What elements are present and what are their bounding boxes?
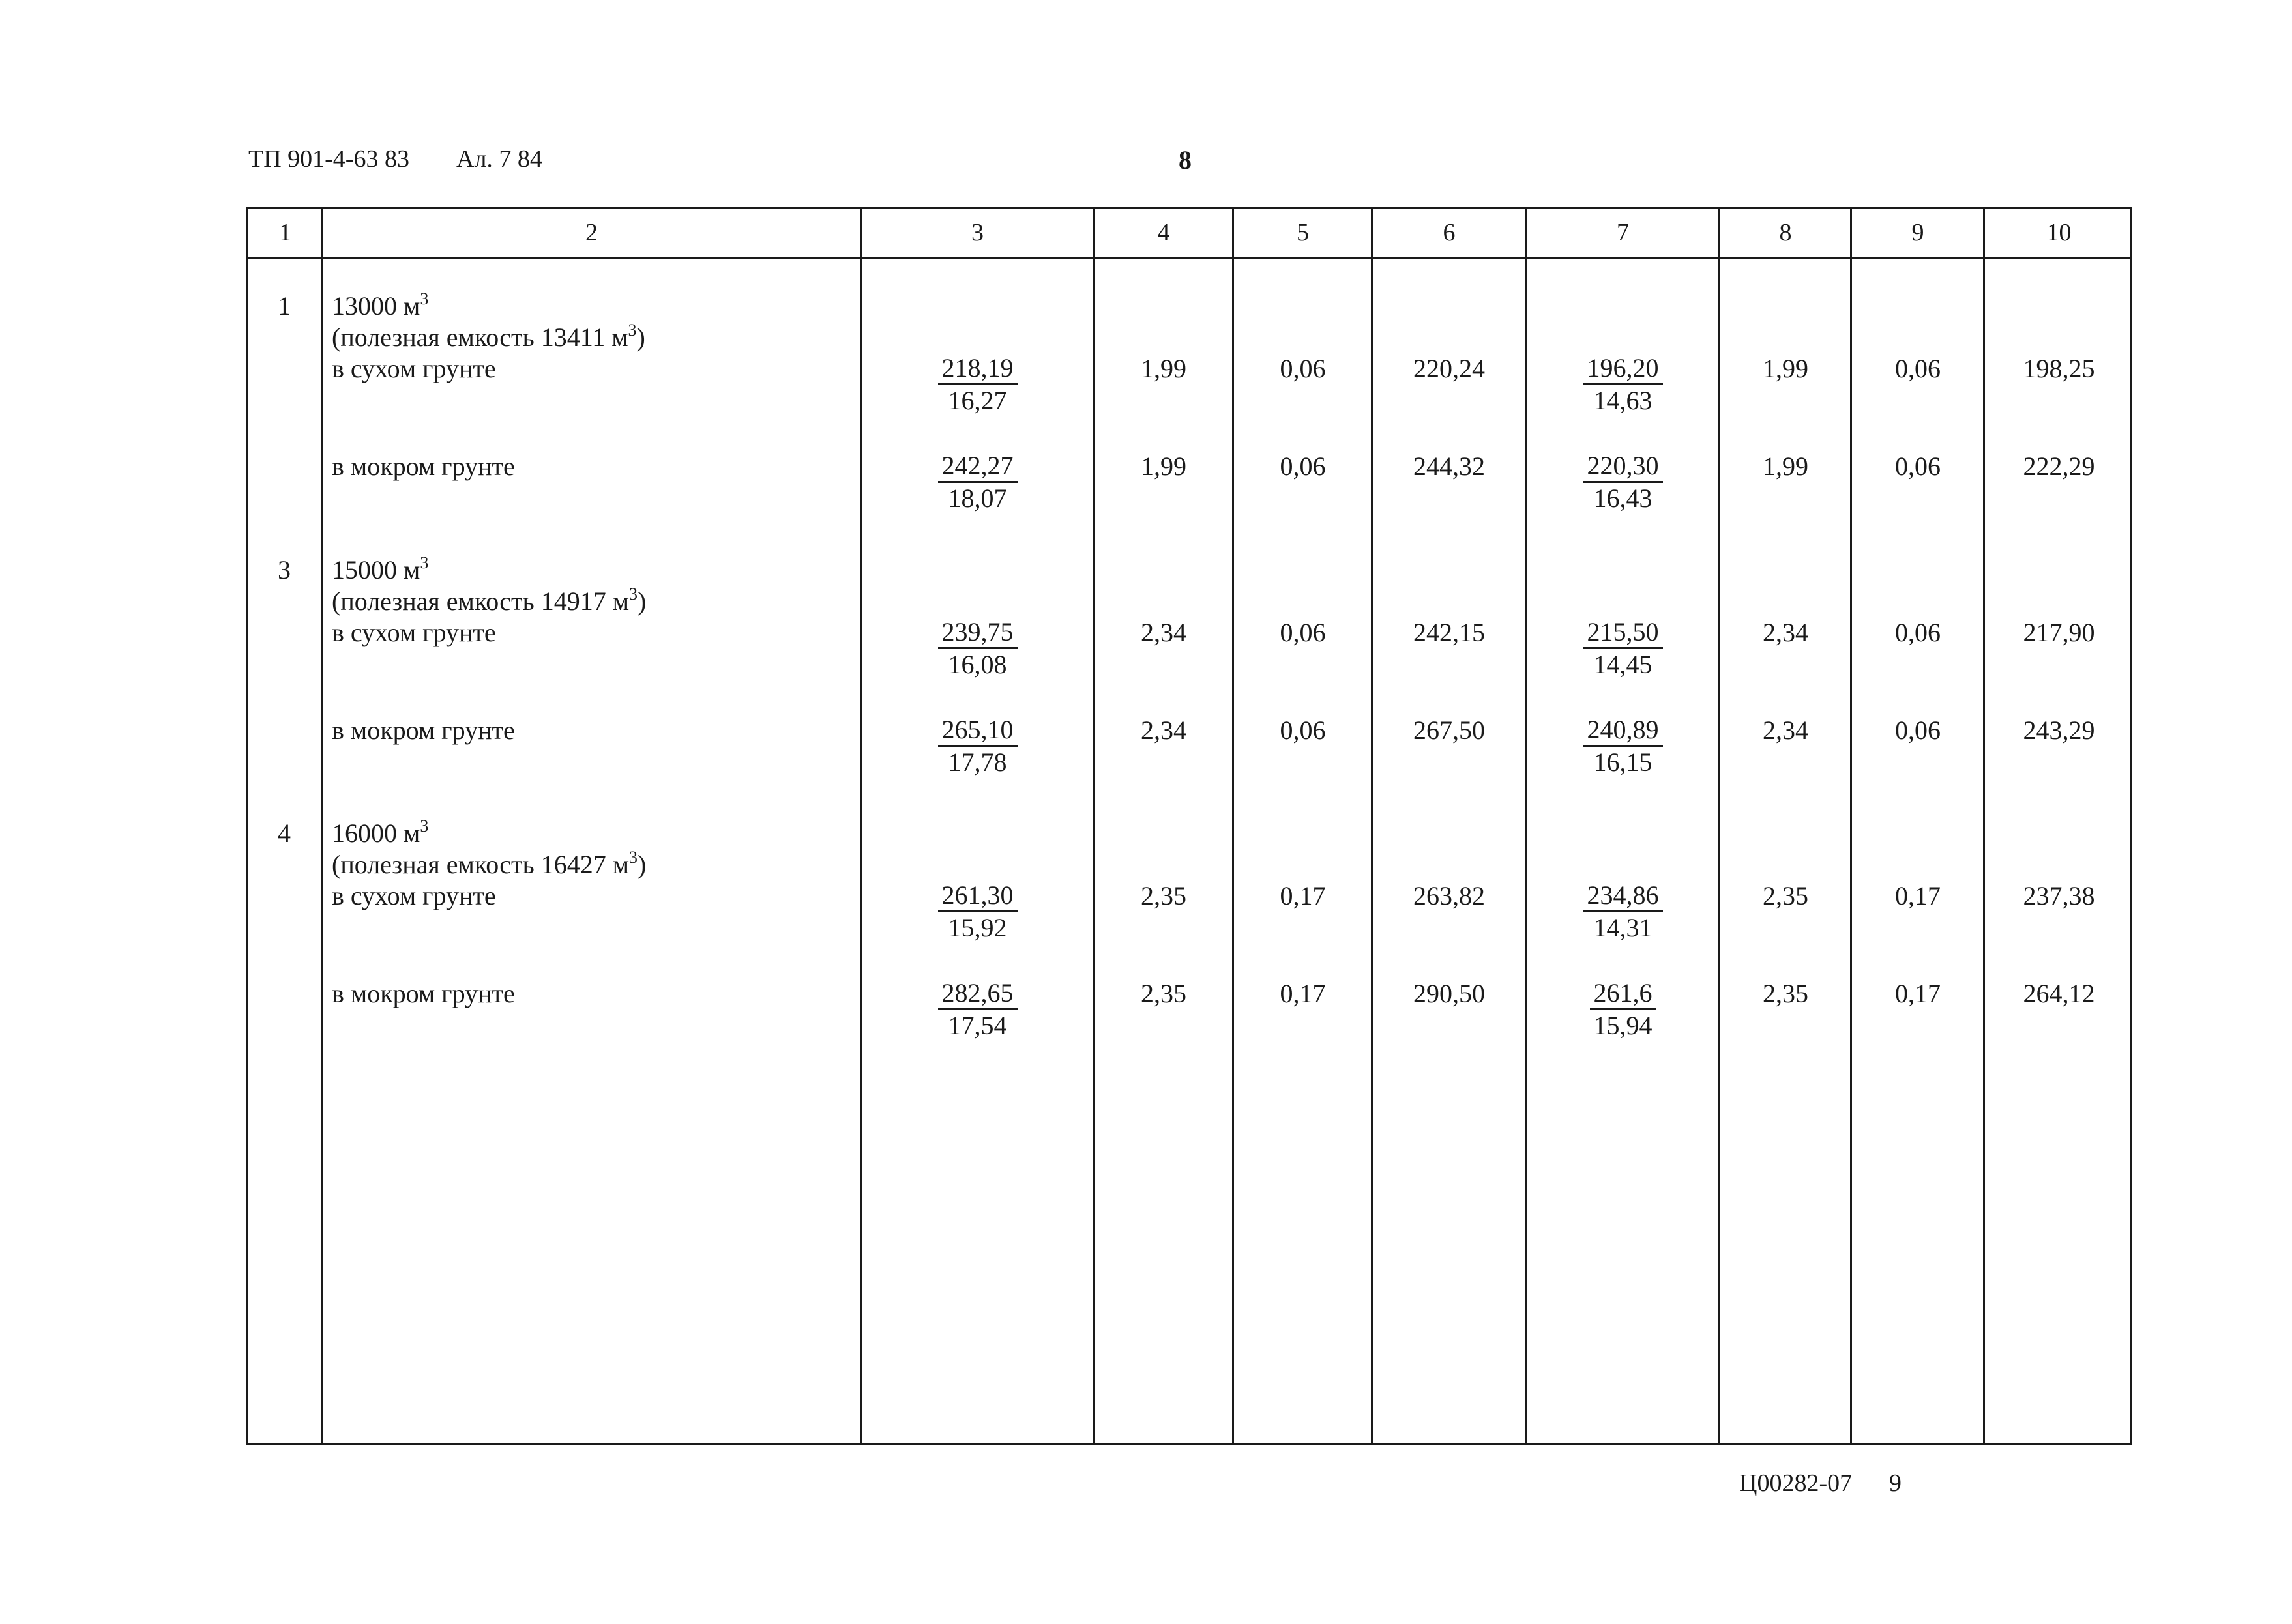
fraction-numerator: 215,50 [1583,617,1663,649]
useful-capacity-text: (полезная емкость 14917 м [332,587,630,616]
fraction [938,451,1018,514]
cell-col-5: 0,06 [1280,716,1326,745]
cell-col-3 [861,880,1094,944]
column-header: 7 [1617,219,1629,246]
cell-col-9: 0,17 [1895,979,1941,1008]
tank-volume-text: 15000 м [332,555,420,585]
cell-col-7 [1526,353,1720,416]
cell-col-4: 1,99 [1141,354,1186,383]
cell-col-3 [861,617,1094,680]
soil-condition-label: в сухом грунте [332,354,496,383]
header-separator [248,257,2130,259]
useful-capacity-text: (полезная емкость 16427 м [332,850,630,879]
fraction-numerator: 218,19 [938,353,1018,385]
soil-condition-label: в сухом грунте [332,618,496,647]
fraction-denominator: 18,07 [948,484,1007,513]
tank-volume-unit-exponent: 3 [420,817,429,835]
useful-capacity [332,849,646,880]
cell-col-10: 243,29 [2023,716,2095,745]
fraction [1583,617,1663,680]
page-number: 8 [1179,145,1192,175]
cell-col-3 [861,715,1094,778]
fraction-denominator: 14,31 [1593,913,1653,942]
column-header: 1 [279,219,291,246]
fraction-denominator: 16,08 [948,650,1007,679]
cell-col-3 [861,451,1094,514]
useful-capacity-close: ) [636,323,645,352]
column-header: 4 [1157,219,1170,246]
fraction-denominator: 15,92 [948,913,1007,942]
fraction-numerator: 261,30 [938,880,1018,912]
column-header: 2 [585,219,598,246]
fraction-denominator: 16,27 [948,386,1007,415]
cell-col-6: 290,50 [1413,979,1485,1008]
fraction-denominator: 14,45 [1593,650,1653,679]
row-number: 3 [278,555,291,585]
document-code: ТП 901-4-63 83 [248,145,409,173]
cell-col-3 [861,978,1094,1041]
tank-volume-unit-exponent: 3 [420,289,429,308]
tank-volume [332,555,428,586]
cell-col-4: 2,35 [1141,881,1186,910]
tank-volume-unit-exponent: 3 [420,553,429,572]
fraction-numerator: 265,10 [938,715,1018,747]
soil-condition-label: в сухом грунте [332,881,496,910]
fraction-denominator: 17,54 [948,1011,1007,1040]
column-header: 6 [1443,219,1456,246]
fraction-denominator: 15,94 [1593,1011,1653,1040]
fraction-numerator: 196,20 [1583,353,1663,385]
fraction-denominator: 16,43 [1593,484,1653,513]
fraction-denominator: 14,63 [1593,386,1653,415]
column-rule [1232,209,1234,1443]
fraction-numerator: 240,89 [1583,715,1663,747]
tank-volume-text: 16000 м [332,819,420,848]
cell-col-4: 2,35 [1141,979,1186,1008]
column-header: 8 [1779,219,1792,246]
useful-capacity [332,322,645,353]
useful-capacity-close: ) [638,587,647,616]
cell-col-4: 1,99 [1141,452,1186,481]
fraction [938,880,1018,944]
fraction [938,353,1018,416]
fraction [938,715,1018,778]
fraction [1590,978,1656,1041]
cell-col-8: 2,34 [1763,716,1808,745]
column-header: 3 [971,219,984,246]
cell-col-9: 0,06 [1895,452,1941,481]
fraction [1583,451,1663,514]
fraction [938,617,1018,680]
cell-col-7 [1526,451,1720,514]
cell-col-10: 264,12 [2023,979,2095,1008]
fraction-numerator: 282,65 [938,978,1018,1010]
tank-volume [332,291,428,322]
useful-capacity-text: (полезная емкость 13411 м [332,323,628,352]
tank-volume [332,818,428,849]
cell-col-8: 1,99 [1763,452,1808,481]
fraction-numerator: 261,6 [1590,978,1656,1010]
fraction [1583,715,1663,778]
cell-col-5: 0,17 [1280,881,1326,910]
cell-col-4: 2,34 [1141,618,1186,647]
tank-volume-text: 13000 м [332,291,420,321]
fraction-numerator: 239,75 [938,617,1018,649]
cell-col-8: 1,99 [1763,354,1808,383]
cell-col-5: 0,06 [1280,452,1326,481]
cell-col-9: 0,06 [1895,716,1941,745]
cell-col-3 [861,353,1094,416]
column-rule [1371,209,1373,1443]
fraction [1583,880,1663,944]
soil-condition-label: в мокром грунте [332,979,515,1008]
cell-col-5: 0,06 [1280,618,1326,647]
useful-capacity-unit-exponent: 3 [629,585,638,603]
column-header: 5 [1297,219,1309,246]
fraction-numerator: 220,30 [1583,451,1663,483]
column-rule [1850,209,1852,1443]
fraction [1583,353,1663,416]
soil-condition-label: в мокром грунте [332,452,515,481]
cell-col-7 [1526,978,1720,1041]
column-rule [1983,209,1985,1443]
column-rule [321,209,323,1443]
cell-col-6: 242,15 [1413,618,1485,647]
cell-col-7 [1526,715,1720,778]
cell-col-8: 2,34 [1763,618,1808,647]
cell-col-10: 237,38 [2023,881,2095,910]
cell-col-6: 220,24 [1413,354,1485,383]
column-header: 10 [2046,219,2072,246]
cell-col-8: 2,35 [1763,881,1808,910]
cell-col-6: 244,32 [1413,452,1485,481]
cell-col-10: 222,29 [2023,452,2095,481]
cell-col-9: 0,17 [1895,881,1941,910]
useful-capacity [332,586,646,617]
fraction-denominator: 16,15 [1593,747,1653,777]
cell-col-10: 198,25 [2023,354,2095,383]
fraction-numerator: 234,86 [1583,880,1663,912]
fraction [938,978,1018,1041]
row-number: 1 [278,291,291,321]
useful-capacity-close: ) [638,850,647,879]
footer-sheet-number: 9 [1889,1470,1902,1497]
useful-capacity-unit-exponent: 3 [629,848,638,867]
useful-capacity-unit-exponent: 3 [628,321,637,340]
footer-code: Ц00282-07 [1739,1470,1853,1497]
cell-col-5: 0,17 [1280,979,1326,1008]
cell-col-7 [1526,880,1720,944]
sheet-label: Ал. 7 84 [456,145,542,173]
cell-col-6: 267,50 [1413,716,1485,745]
cell-col-10: 217,90 [2023,618,2095,647]
cell-col-5: 0,06 [1280,354,1326,383]
cell-col-9: 0,06 [1895,618,1941,647]
cell-col-9: 0,06 [1895,354,1941,383]
fraction-denominator: 17,78 [948,747,1007,777]
cell-col-6: 263,82 [1413,881,1485,910]
cost-table [246,207,2132,1445]
cell-col-7 [1526,617,1720,680]
cell-col-4: 2,34 [1141,716,1186,745]
cell-col-8: 2,35 [1763,979,1808,1008]
row-number: 4 [278,819,291,848]
column-header: 9 [1911,219,1924,246]
soil-condition-label: в мокром грунте [332,716,515,745]
fraction-numerator: 242,27 [938,451,1018,483]
